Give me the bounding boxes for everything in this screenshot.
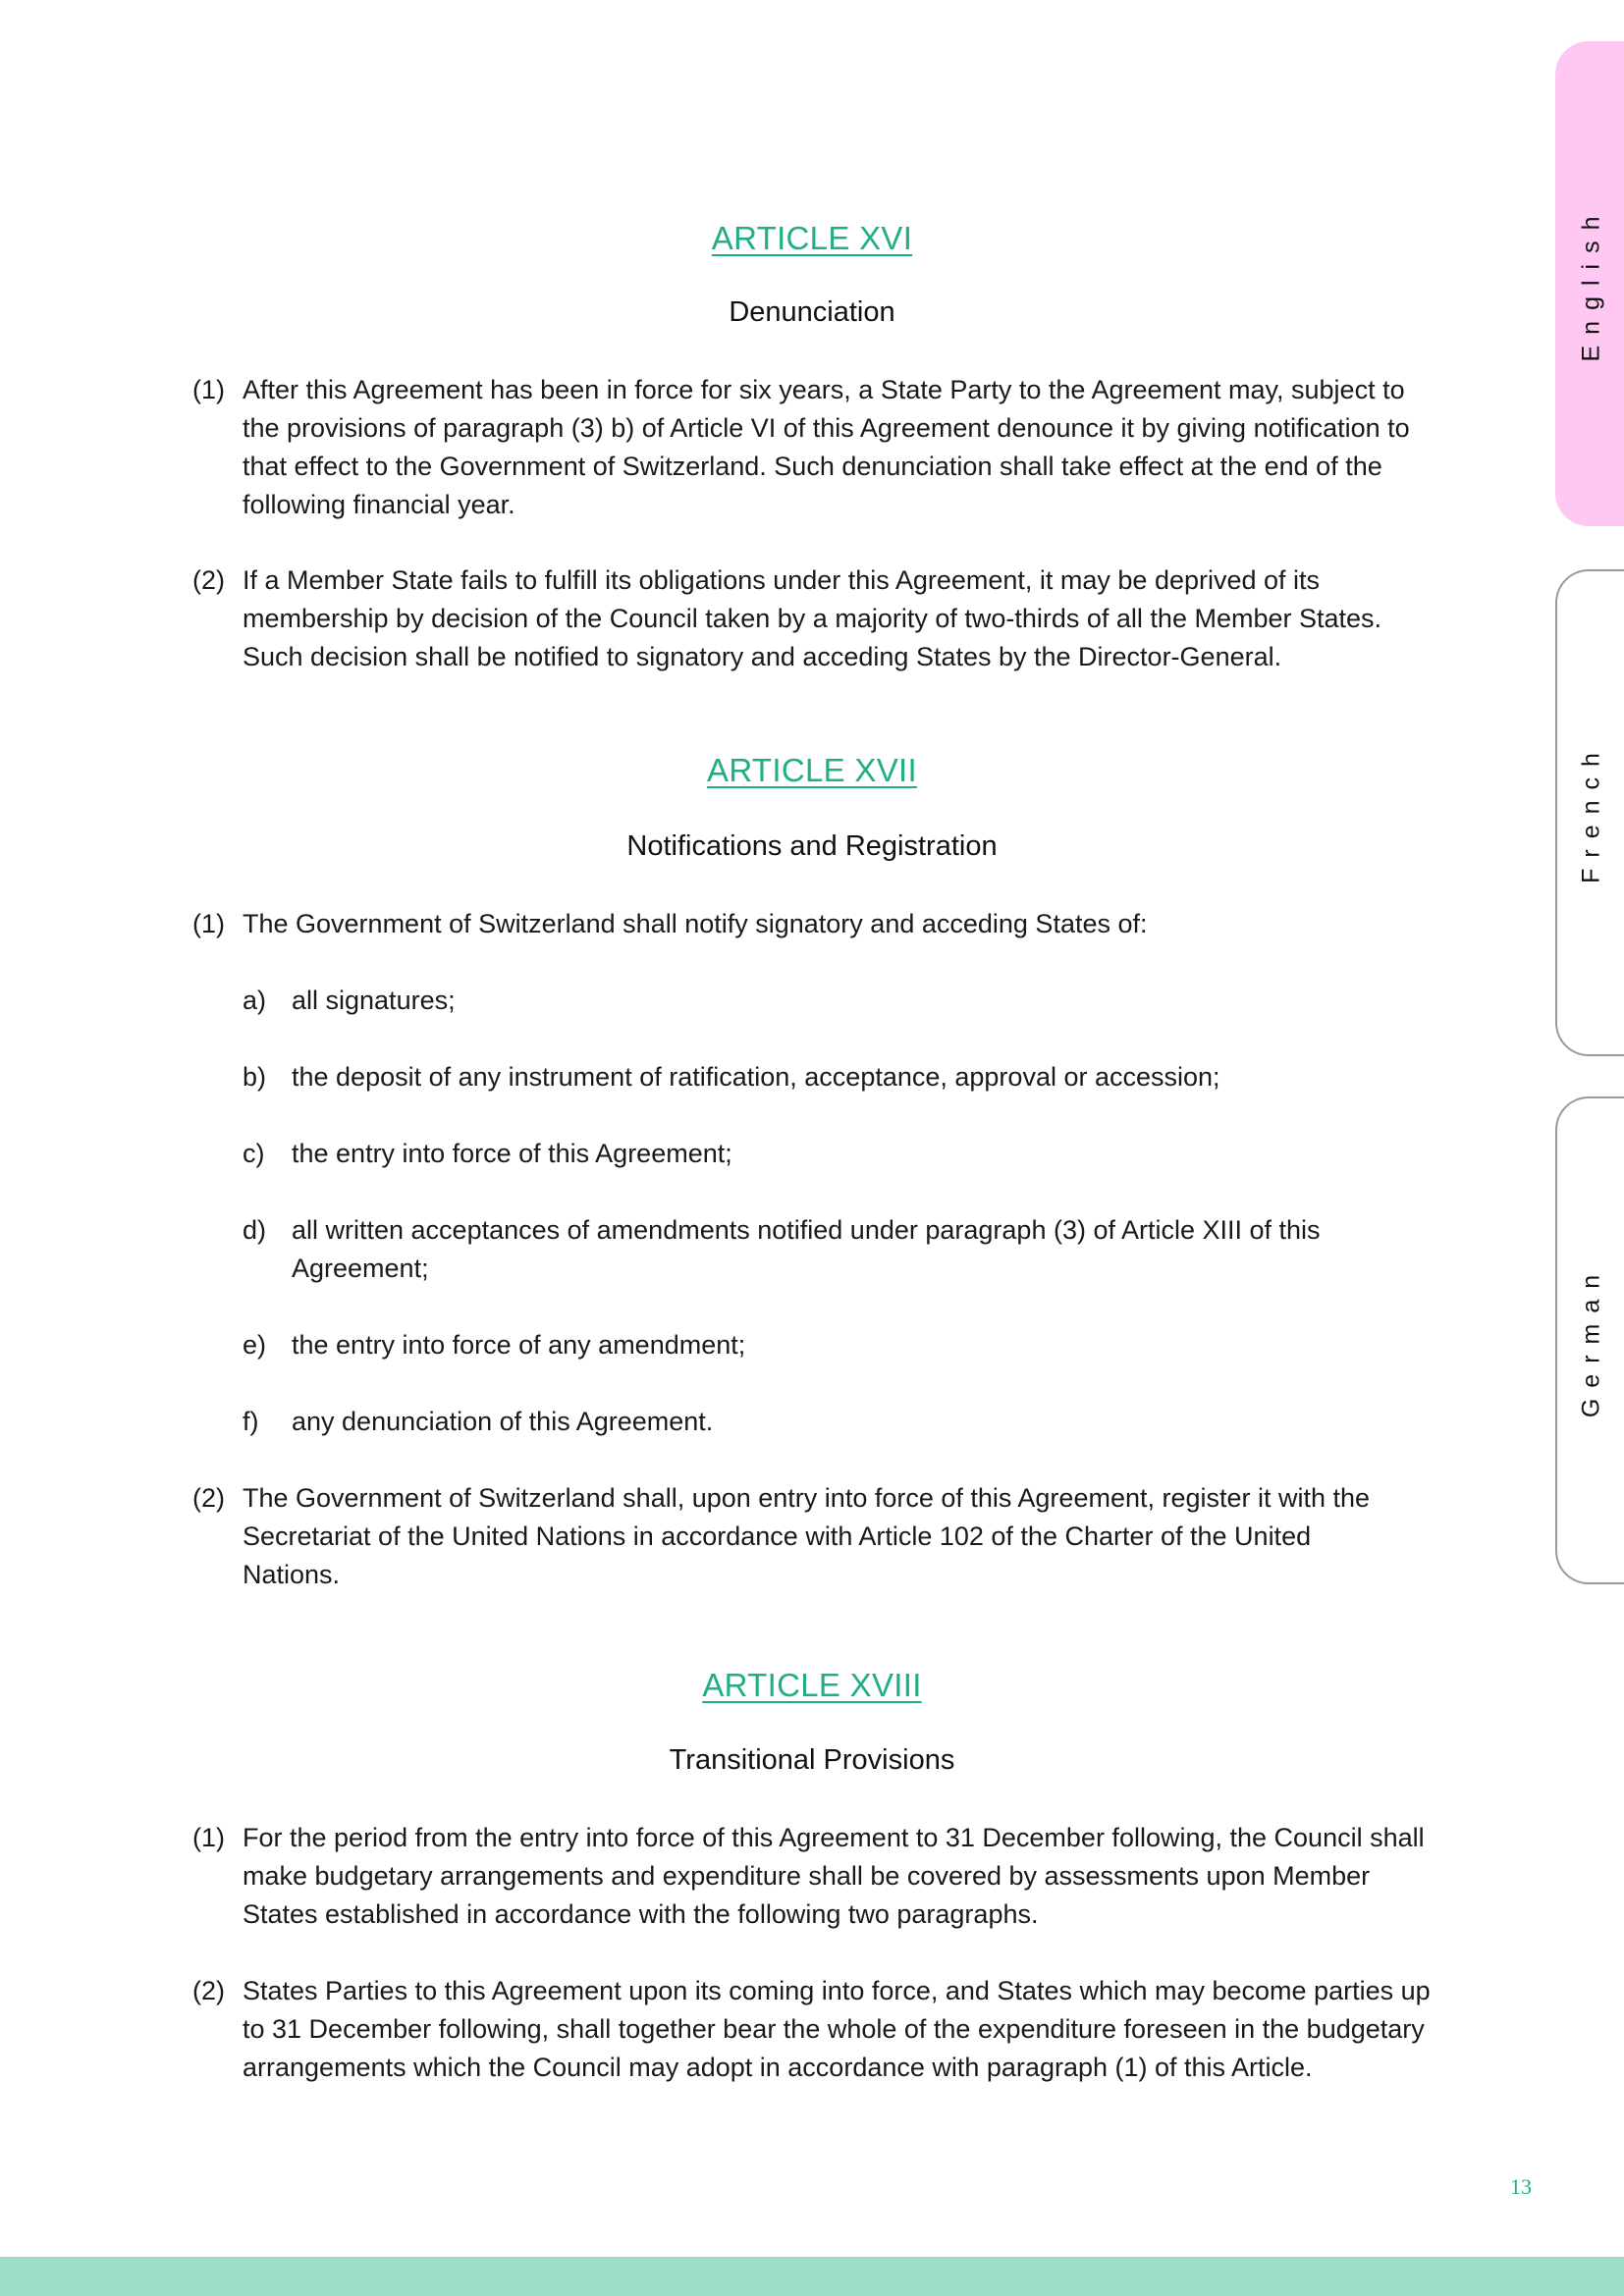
tab-french[interactable] (1555, 569, 1624, 1056)
article-18-paragraph-1 (192, 1819, 1430, 1934)
tab-german-label: German (1577, 1263, 1605, 1417)
item-letter: c) (243, 1139, 265, 1168)
paragraph-text: If a Member State fails to fulfill its obligations under this Agreement, it may be deprived of its membership by decision of the Council taken by a majority of two-thirds of all the Member States. Such decision shall be notified to signatory and acceding States by the Director-General. (243, 565, 1382, 671)
item-letter: d) (243, 1215, 267, 1245)
tab-french-label: French (1577, 742, 1605, 883)
paragraph-number: (1) (192, 375, 225, 404)
article-17-item-a (243, 982, 1381, 1020)
article-16-heading: ARTICLE XVI (711, 220, 913, 256)
item-text: all written acceptances of amendments notified under paragraph (3) of Article XIII of this Agreement; (292, 1215, 1321, 1283)
article-17-paragraph-2 (192, 1479, 1400, 1594)
paragraph-number: (2) (192, 1976, 225, 2005)
item-letter: f) (243, 1407, 259, 1436)
article-17-item-d (243, 1211, 1342, 1288)
article-17-subtitle: Notifications and Registration (626, 830, 998, 862)
article-16-subtitle: Denunciation (729, 296, 895, 328)
paragraph-text: States Parties to this Agreement upon its coming into force, and States which may become parties up to 31 December following, shall together bear the whole of the expenditure foreseen in the budgetary arrangements which the Council may adopt in accordance with paragraph (1) of this Article. (243, 1976, 1431, 2082)
article-17-item-e (243, 1326, 1381, 1364)
article-17-paragraph-1 (192, 905, 1439, 943)
item-text: the entry into force of this Agreement; (292, 1139, 732, 1168)
tab-english[interactable] (1555, 41, 1624, 526)
item-text: the entry into force of any amendment; (292, 1330, 746, 1360)
item-text: any denunciation of this Agreement. (292, 1407, 714, 1436)
article-18-heading: ARTICLE XVIII (702, 1667, 922, 1703)
item-letter: e) (243, 1330, 267, 1360)
article-18-paragraph-2 (192, 1972, 1439, 2087)
article-16-paragraph-1 (192, 371, 1439, 524)
article-16-paragraph-2 (192, 561, 1439, 676)
paragraph-number: (2) (192, 1483, 225, 1513)
tab-english-label: English (1577, 205, 1605, 362)
footer-band (0, 2257, 1624, 2296)
paragraph-number: (1) (192, 1823, 225, 1852)
paragraph-text: The Government of Switzerland shall, upon entry into force of this Agreement, register it with the Secretariat of the United Nations in accordance with Article 102 of the Charter of the United Nations. (243, 1483, 1371, 1589)
paragraph-number: (1) (192, 909, 225, 938)
article-17-item-b (243, 1058, 1381, 1096)
tab-german[interactable] (1555, 1096, 1624, 1584)
paragraph-text: After this Agreement has been in force for six years, a State Party to the Agreement may, subject to the provisions of paragraph (3) b) of Article VI of this Agreement denounce it by giving notification to that effect to the Government of Switzerland. Such denunciation shall take effect at the end of the following financial year. (243, 375, 1410, 519)
page-number: 13 (1510, 2174, 1532, 2199)
item-letter: a) (243, 986, 267, 1015)
paragraph-text: For the period from the entry into force of this Agreement to 31 December following, the Council shall make budgetary arrangements and expenditure shall be covered by assessments upon Member States established in accordance with the following two paragraphs. (243, 1823, 1425, 1929)
article-18-subtitle: Transitional Provisions (669, 1744, 955, 1776)
paragraph-text: The Government of Switzerland shall notify signatory and acceding States of: (243, 909, 1148, 938)
item-text: all signatures; (292, 986, 456, 1015)
item-text: the deposit of any instrument of ratification, acceptance, approval or accession; (292, 1062, 1220, 1092)
article-17-item-f (243, 1403, 1381, 1441)
item-letter: b) (243, 1062, 267, 1092)
paragraph-number: (2) (192, 565, 225, 595)
article-17-item-c (243, 1135, 1381, 1173)
article-17-heading: ARTICLE XVII (707, 752, 917, 788)
